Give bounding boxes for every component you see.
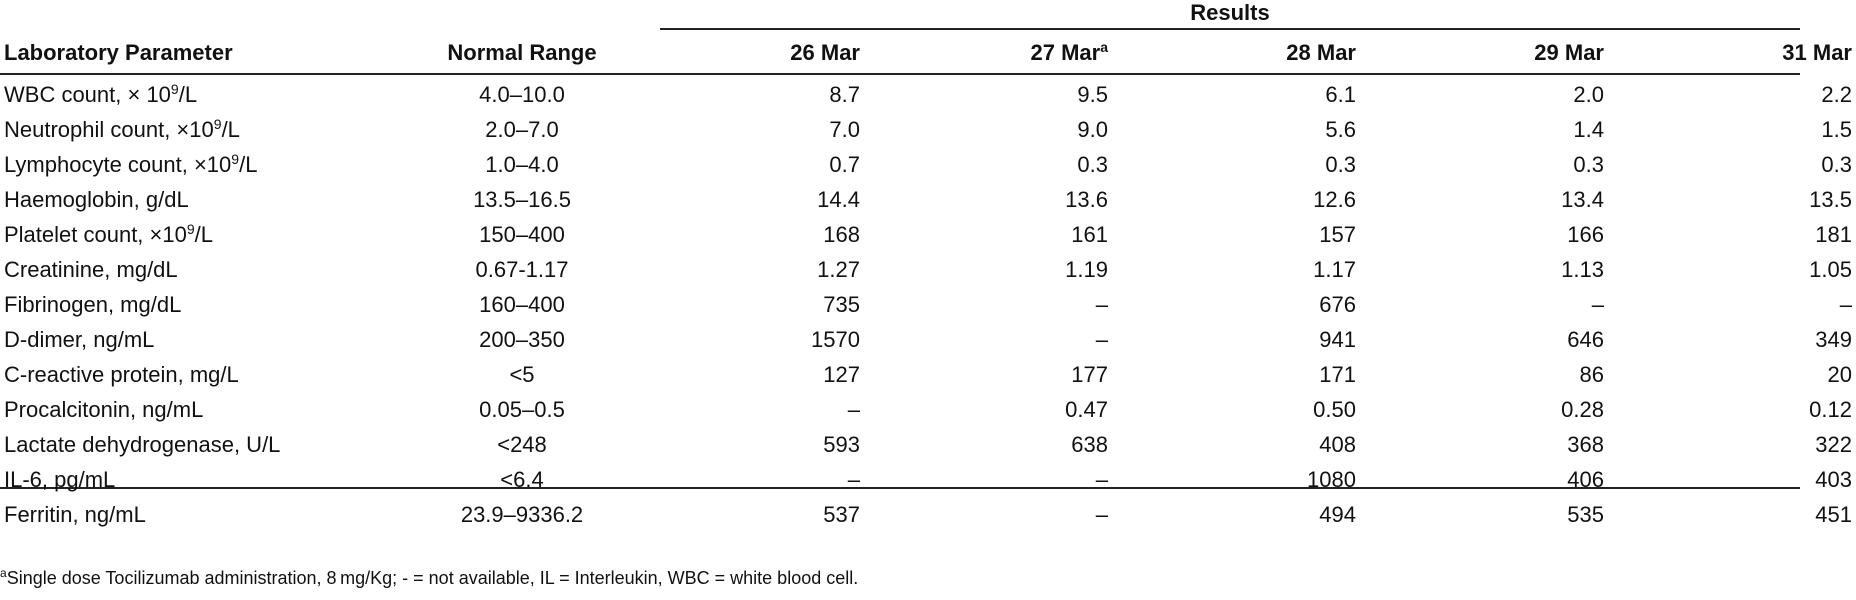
cell-28-mar: 941 bbox=[1319, 326, 1356, 352]
cell-29-mar: 0.3 bbox=[1573, 151, 1604, 177]
cell-26-mar: – bbox=[847, 396, 860, 422]
parameter-name: Procalcitonin, ng/mL bbox=[4, 396, 204, 422]
results-group-header bbox=[0, 0, 1800, 28]
cell-26-mar: 168 bbox=[823, 221, 860, 247]
cell-27-mar: 638 bbox=[1071, 431, 1108, 457]
col-header-29-mar: 29 Mar bbox=[1534, 40, 1604, 65]
cell-31-mar: 451 bbox=[1815, 501, 1852, 527]
cell-28-mar: 1.17 bbox=[1313, 256, 1356, 282]
cell-26-mar: 0.7 bbox=[829, 151, 860, 177]
parameter-name: Lymphocyte count, ×10 bbox=[4, 151, 232, 177]
col-header-parameter: Laboratory Parameter bbox=[4, 40, 233, 65]
cell-28-mar: 6.1 bbox=[1325, 81, 1356, 107]
table-header-row bbox=[0, 33, 1856, 77]
cell-parameter bbox=[0, 217, 388, 252]
cell-27-mar: 9.5 bbox=[1077, 81, 1108, 107]
parameter-unit: /L bbox=[239, 151, 258, 177]
footnote-text: Single dose Tocilizumab administration, 8 mg/Kg; - = not available, IL = Interleukin, WBC = white blood cell. bbox=[6, 568, 859, 588]
cell-normal-range: <6.4 bbox=[500, 466, 544, 492]
cell-26-mar: 8.7 bbox=[829, 81, 860, 107]
cell-normal-range: <5 bbox=[509, 361, 535, 387]
cell-29-mar: 406 bbox=[1567, 466, 1604, 492]
parameter-name: Ferritin, ng/mL bbox=[4, 501, 146, 527]
col-header-normal-range: Normal Range bbox=[447, 40, 597, 65]
cell-29-mar: 368 bbox=[1567, 431, 1604, 457]
cell-28-mar: 5.6 bbox=[1325, 116, 1356, 142]
cell-31-mar: 181 bbox=[1815, 221, 1852, 247]
table-row bbox=[0, 392, 1856, 427]
col-header-27-mar bbox=[864, 33, 1112, 77]
cell-parameter bbox=[0, 252, 388, 287]
lab-results-table bbox=[0, 33, 1856, 532]
footnote-mark: a bbox=[0, 566, 7, 580]
cell-27-mar: – bbox=[1095, 501, 1108, 527]
cell-26-mar: 735 bbox=[823, 291, 860, 317]
results-group-label: Results bbox=[1190, 0, 1270, 25]
cell-normal-range: 4.0–10.0 bbox=[479, 81, 565, 107]
parameter-unit: /L bbox=[178, 81, 198, 107]
cell-31-mar: 13.5 bbox=[1809, 186, 1852, 212]
cell-parameter bbox=[0, 427, 388, 462]
cell-28-mar: 676 bbox=[1319, 291, 1356, 317]
cell-29-mar: 0.28 bbox=[1561, 396, 1604, 422]
cell-31-mar: 0.3 bbox=[1821, 151, 1852, 177]
cell-27-mar: 9.0 bbox=[1077, 116, 1108, 142]
cell-normal-range: 150–400 bbox=[479, 221, 565, 247]
table-footnote bbox=[0, 568, 858, 589]
cell-normal-range: 13.5–16.5 bbox=[473, 186, 571, 212]
parameter-name: Neutrophil count, ×10 bbox=[4, 116, 214, 142]
cell-28-mar: 171 bbox=[1319, 361, 1356, 387]
cell-26-mar: – bbox=[847, 466, 860, 492]
cell-29-mar: 535 bbox=[1567, 501, 1604, 527]
cell-normal-range: 0.05–0.5 bbox=[479, 396, 565, 422]
table-row bbox=[0, 252, 1856, 287]
cell-28-mar: 408 bbox=[1319, 431, 1356, 457]
cell-29-mar: 1.4 bbox=[1573, 116, 1604, 142]
cell-28-mar: 1080 bbox=[1307, 466, 1356, 492]
table-row bbox=[0, 77, 1856, 112]
parameter-name: Fibrinogen, mg/dL bbox=[4, 291, 182, 317]
table-row bbox=[0, 112, 1856, 147]
cell-normal-range: 2.0–7.0 bbox=[485, 116, 559, 142]
table-row bbox=[0, 497, 1856, 532]
cell-normal-range: 0.67-1.17 bbox=[475, 256, 569, 282]
col-header-28-mar: 28 Mar bbox=[1286, 40, 1356, 65]
cell-31-mar: 2.2 bbox=[1821, 81, 1852, 107]
cell-31-mar: 322 bbox=[1815, 431, 1852, 457]
cell-31-mar: 1.5 bbox=[1821, 116, 1852, 142]
cell-28-mar: 494 bbox=[1319, 501, 1356, 527]
col-header-27-mar-text: 27 Mar bbox=[1030, 40, 1101, 65]
table-row bbox=[0, 427, 1856, 462]
cell-27-mar: 0.47 bbox=[1065, 396, 1108, 422]
parameter-unit: /L bbox=[221, 116, 240, 142]
cell-29-mar: 1.13 bbox=[1561, 256, 1604, 282]
cell-parameter bbox=[0, 287, 388, 322]
cell-26-mar: 14.4 bbox=[817, 186, 860, 212]
cell-31-mar: – bbox=[1839, 291, 1852, 317]
table-row bbox=[0, 322, 1856, 357]
cell-28-mar: 0.50 bbox=[1313, 396, 1356, 422]
cell-29-mar: 646 bbox=[1567, 326, 1604, 352]
cell-parameter bbox=[0, 462, 388, 497]
parameter-exponent: 9 bbox=[170, 80, 179, 97]
cell-parameter bbox=[0, 392, 388, 427]
cell-normal-range: <248 bbox=[497, 431, 547, 457]
cell-parameter bbox=[0, 357, 388, 392]
parameter-name: Platelet count, ×10 bbox=[4, 221, 187, 247]
cell-28-mar: 0.3 bbox=[1325, 151, 1356, 177]
cell-27-mar: 0.3 bbox=[1077, 151, 1108, 177]
cell-29-mar: 13.4 bbox=[1561, 186, 1604, 212]
table-row bbox=[0, 357, 1856, 392]
cell-26-mar: 537 bbox=[823, 501, 860, 527]
parameter-name: Creatinine, mg/dL bbox=[4, 256, 178, 282]
cell-29-mar: 86 bbox=[1579, 361, 1604, 387]
table-row bbox=[0, 147, 1856, 182]
cell-31-mar: 1.05 bbox=[1809, 256, 1852, 282]
cell-31-mar: 349 bbox=[1815, 326, 1852, 352]
cell-parameter bbox=[0, 147, 388, 182]
cell-27-mar: 161 bbox=[1071, 221, 1108, 247]
parameter-name: Lactate dehydrogenase, U/L bbox=[4, 431, 281, 457]
cell-28-mar: 157 bbox=[1319, 221, 1356, 247]
cell-27-mar: 13.6 bbox=[1065, 186, 1108, 212]
table-row bbox=[0, 182, 1856, 217]
cell-normal-range: 160–400 bbox=[479, 291, 565, 317]
col-header-26-mar: 26 Mar bbox=[790, 40, 860, 65]
cell-normal-range: 1.0–4.0 bbox=[485, 151, 559, 177]
col-header-31-mar: 31 Mar bbox=[1782, 40, 1852, 65]
cell-27-mar: – bbox=[1095, 326, 1108, 352]
cell-28-mar: 12.6 bbox=[1313, 186, 1356, 212]
cell-26-mar: 1570 bbox=[811, 326, 860, 352]
cell-27-mar: – bbox=[1095, 466, 1108, 492]
parameter-exponent: 9 bbox=[213, 115, 222, 132]
cell-31-mar: 403 bbox=[1815, 466, 1852, 492]
results-underline bbox=[660, 28, 1800, 30]
cell-27-mar: 1.19 bbox=[1065, 256, 1108, 282]
cell-normal-range: 200–350 bbox=[479, 326, 565, 352]
cell-26-mar: 127 bbox=[823, 361, 860, 387]
cell-26-mar: 1.27 bbox=[817, 256, 860, 282]
table-row bbox=[0, 462, 1856, 497]
parameter-exponent: 9 bbox=[231, 150, 240, 167]
cell-31-mar: 20 bbox=[1827, 361, 1852, 387]
parameter-name: IL-6, pg/mL bbox=[4, 466, 116, 492]
cell-normal-range: 23.9–9336.2 bbox=[460, 501, 584, 527]
cell-parameter bbox=[0, 112, 388, 147]
cell-29-mar: – bbox=[1591, 291, 1604, 317]
cell-26-mar: 7.0 bbox=[829, 116, 860, 142]
cell-29-mar: 2.0 bbox=[1573, 81, 1604, 107]
cell-27-mar: – bbox=[1095, 291, 1108, 317]
cell-parameter bbox=[0, 322, 388, 357]
parameter-exponent: 9 bbox=[186, 220, 195, 237]
table-row bbox=[0, 217, 1856, 252]
cell-26-mar: 593 bbox=[823, 431, 860, 457]
cell-parameter bbox=[0, 182, 388, 217]
table-row bbox=[0, 287, 1856, 322]
footnote-marker: a bbox=[1100, 39, 1108, 55]
cell-27-mar: 177 bbox=[1071, 361, 1108, 387]
parameter-name: D-dimer, ng/mL bbox=[4, 326, 155, 352]
parameter-name: Haemoglobin, g/dL bbox=[4, 186, 189, 212]
cell-parameter bbox=[0, 497, 388, 532]
parameter-name: C-reactive protein, mg/L bbox=[4, 361, 239, 387]
cell-29-mar: 166 bbox=[1567, 221, 1604, 247]
cell-parameter bbox=[0, 77, 388, 112]
cell-31-mar: 0.12 bbox=[1809, 396, 1852, 422]
parameter-unit: /L bbox=[194, 221, 214, 247]
parameter-name: WBC count, × 10 bbox=[4, 81, 171, 107]
